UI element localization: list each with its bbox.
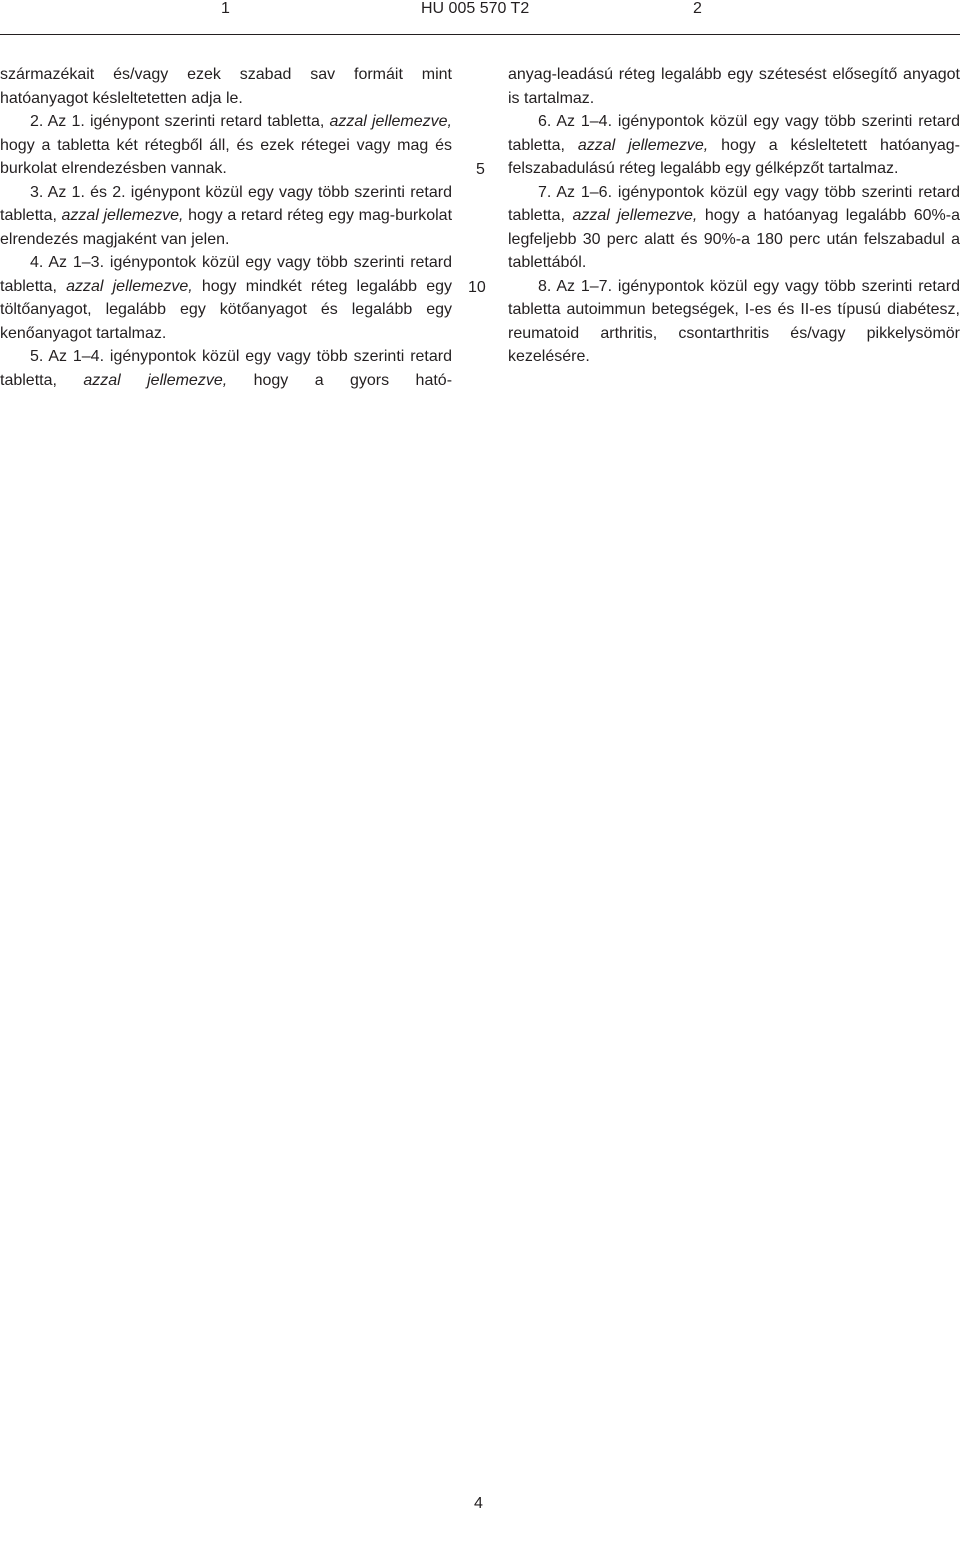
claim-6 <box>508 110 960 181</box>
claim-text: származékait és/vagy ezek szabad sav formáit mint hatóanyagot késleltetetten adja le. <box>0 66 452 107</box>
claim-continuation <box>0 63 452 110</box>
claim-2 <box>0 110 452 181</box>
claim-text: 4. Az 1–3. igénypontok közül egy vagy több szerinti retard tabletta, <box>0 254 452 295</box>
claim-3 <box>0 181 452 252</box>
page-number: 4 <box>474 1495 483 1512</box>
page-header <box>0 0 960 24</box>
right-column-number: 2 <box>693 0 702 17</box>
claim-characterizing-phrase: azzal jellemezve, <box>572 207 698 224</box>
claim-text: hogy a tabletta két rétegből áll, és ezek rétegei vagy mag és burkolat elrendezésben vannak. <box>0 136 452 177</box>
claim-7 <box>508 181 960 275</box>
line-number-10: 10 <box>468 279 486 296</box>
claim-text: 7. Az 1–6. igénypontok közül egy vagy több szerinti retard tabletta, <box>508 183 960 224</box>
right-column <box>508 63 960 369</box>
claim-text: anyag-leadású réteg legalább egy szétesést elősegítő anyagot is tartalmaz. <box>508 66 960 107</box>
left-column-number: 1 <box>221 0 230 17</box>
claim-5 <box>0 345 452 392</box>
left-column <box>0 63 452 392</box>
claim-characterizing-phrase: azzal jellemezve, <box>329 113 453 130</box>
claim-text: hogy a gyors ható- <box>227 371 453 389</box>
claim-text: hogy a retard réteg egy mag-burkolat elrendezés magjaként van jelen. <box>0 207 453 248</box>
claim-text: 6. Az 1–4. igénypontok közül egy vagy több szerinti retard tabletta, <box>508 113 960 154</box>
claim-characterizing-phrase: azzal jellemezve, <box>83 371 228 389</box>
claim-characterizing-phrase: azzal jellemezve, <box>61 207 184 224</box>
claim-8 <box>508 275 960 369</box>
claim-text: 2. Az 1. igénypont szerinti retard tabletta, <box>30 113 330 130</box>
claim-continuation <box>508 63 960 110</box>
document-number: HU 005 570 T2 <box>421 0 530 17</box>
claim-text: hogy a hatóanyag legalább 60%-a legfeljebb 30 perc alatt és 90%-a 180 perc után felszabadul a tablettából. <box>508 207 960 271</box>
claim-text: hogy mindkét réteg legalább egy töltőanyagot, legalább egy kötőanyagot és legalább egy kenőanyagot tartalmaz. <box>0 277 453 342</box>
claim-text: 5. Az 1–4. igénypontok közül egy vagy több szerinti retard tabletta, <box>0 348 452 389</box>
claim-characterizing-phrase: azzal jellemezve, <box>577 136 709 154</box>
claim-text: hogy a késleltetett hatóanyag-felszabadulású réteg legalább egy gélképzőt tartalmaz. <box>508 136 960 177</box>
line-number-5: 5 <box>476 161 485 178</box>
header-rule <box>0 34 960 35</box>
claim-4 <box>0 251 452 345</box>
claim-characterizing-phrase: azzal jellemezve, <box>66 277 193 295</box>
claim-text: 8. Az 1–7. igénypontok közül egy vagy több szerinti retard tabletta autoimmun betegségek, I-es és II-es típusú diabétesz, reumatoid arthritis, csontarthritis és/vagy pikkelysömör kezelésére. <box>508 277 960 365</box>
claim-text: 3. Az 1. és 2. igénypont közül egy vagy több szerinti retard tabletta, <box>0 183 452 224</box>
